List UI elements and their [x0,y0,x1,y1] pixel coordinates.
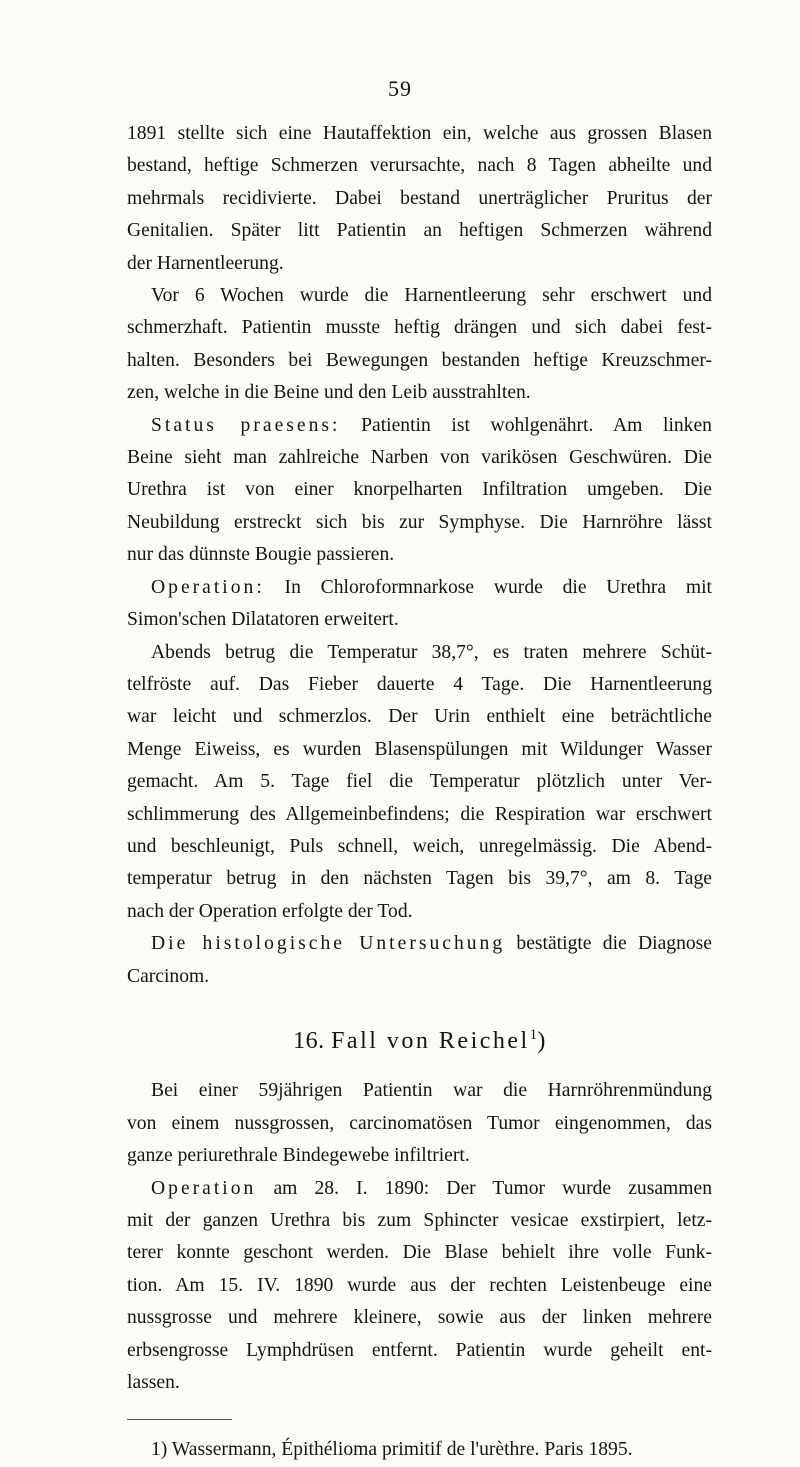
text-line: mit der ganzen Urethra bis zum Sphincter vesicae exstirpiert, letz- [127,1210,712,1231]
text-line: der Harnentleerung. [127,252,284,274]
paragraph-hautaffektion [127,118,712,280]
footnote-marker: 1 [529,1026,538,1043]
heading-number: 16. [293,1027,325,1054]
text-line: Carcinom. [127,965,210,987]
text-line: Neubildung erstreckt sich bis zur Symphyse. Die Harnröhre lässt [127,511,712,533]
text-line: halten. Besonders bei Bewegungen bestanden heftige Kreuzschmer- [127,349,712,371]
text-line [127,572,712,604]
text-line: Simon'schen Dilatatoren erweitert. [127,609,399,631]
text-line: bestand, heftige Schmerzen verursachte, nach 8 Tagen abheilte und [127,155,712,177]
text-line: temperatur betrug in den nächsten Tagen bis 39,7°, am 8. Tage [127,868,712,890]
text-line: schlimmerung des Allgemeinbefindens; die Respiration war erschwert [127,803,712,825]
operation-first-text: am 28. I. 1890: Der Tumor wurde zusammen [256,1177,712,1199]
text-line: von einem nussgrossen, carcinomatösen Tumor eingenommen, das [127,1112,712,1134]
operation-label: Operation: [151,576,265,598]
text-line: nur das dünnste Bougie passieren. [127,544,395,566]
footnote-text: 1) Wassermann, Épithélioma primitif de l'urèthre. Paris 1895. [151,1439,633,1461]
body-text [127,118,712,1467]
heading-text: Fall von Reichel [331,1027,530,1054]
text-line: terer konnte geschont werden. Die Blase behielt ihre volle Funk- [127,1242,712,1264]
section-heading [127,1025,712,1057]
footnote-divider [127,1419,232,1420]
paragraph-operation-2 [127,1173,712,1400]
text-line [127,1173,712,1205]
text-line: nach der Operation erfolgte der Tod. [127,900,413,922]
text-line: schmerzhaft. Patientin musste heftig drängen und sich dabei fest- [127,317,712,339]
paragraph-harnentleerung [127,280,712,410]
status-praesens-label: Status praesens: [151,414,341,436]
text-line: telfröste auf. Das Fieber dauerte 4 Tage. Die Harnentleerung [127,673,712,695]
paragraph-histology [127,928,712,993]
text-line: zen, welche in die Beine und den Leib ausstrahlten. [127,382,531,404]
histology-first-text: bestätigte die Diagnose [505,933,712,955]
text-line: mehrmals recidivierte. Dabei bestand unerträglicher Pruritus der [127,187,712,209]
operation-first-text: In Chloroformnarkose wurde die Urethra mit [264,576,712,598]
text-line: 1891 stellte sich eine Hautaffektion ein, welche aus grossen Blasen [127,123,712,144]
text-line: Urethra ist von einer knorpelharten Infiltration umgeben. Die [127,479,712,501]
text-line: Vor 6 Wochen wurde die Harnentleerung sehr erschwert und [151,285,712,307]
footnote [127,1434,712,1466]
text-line [127,410,712,442]
text-line: und beschleunigt, Puls schnell, weich, unregelmässig. Die Abend- [127,835,712,857]
text-line: Menge Eiweiss, es wurden Blasenspülungen mit Wildunger Wasser [127,738,712,760]
operation-label: Operation [151,1177,257,1199]
paragraph-fall-reichel [127,1075,712,1172]
histology-label: Die histologische Untersuchung [151,933,506,955]
paragraph-operation-1 [127,572,712,637]
text-line: nussgrosse und mehrere kleinere, sowie aus der linken mehrere [127,1307,712,1329]
text-line: tion. Am 15. IV. 1890 wurde aus der rechten Leistenbeuge eine [127,1274,712,1296]
text-line: Abends betrug die Temperatur 38,7°, es traten mehrere Schüt- [151,641,712,663]
text-line: lassen. [127,1372,180,1394]
text-line: ganze periurethrale Bindegewebe infiltriert. [127,1145,470,1167]
text-line: war leicht und schmerzlos. Der Urin enthielt eine beträchtliche [127,706,712,728]
status-first-text: Patientin ist wohlgenährt. Am linken [340,414,712,436]
text-line: Bei einer 59jährigen Patientin war die Harnröhrenmündung [151,1080,712,1102]
paragraph-abends [127,637,712,929]
text-line: Genitalien. Später litt Patientin an heftigen Schmerzen während [127,220,712,242]
text-line: erbsengrosse Lymphdrüsen entfernt. Patientin wurde geheilt ent- [127,1339,712,1361]
text-line: Beine sieht man zahlreiche Narben von varikösen Geschwüren. Die [127,447,712,469]
heading-close: ) [537,1027,546,1054]
text-line [127,928,712,960]
paragraph-status-praesens [127,410,712,572]
page-number: 59 [388,76,412,101]
text-line: gemacht. Am 5. Tage fiel die Temperatur plötzlich unter Ver- [127,771,712,793]
